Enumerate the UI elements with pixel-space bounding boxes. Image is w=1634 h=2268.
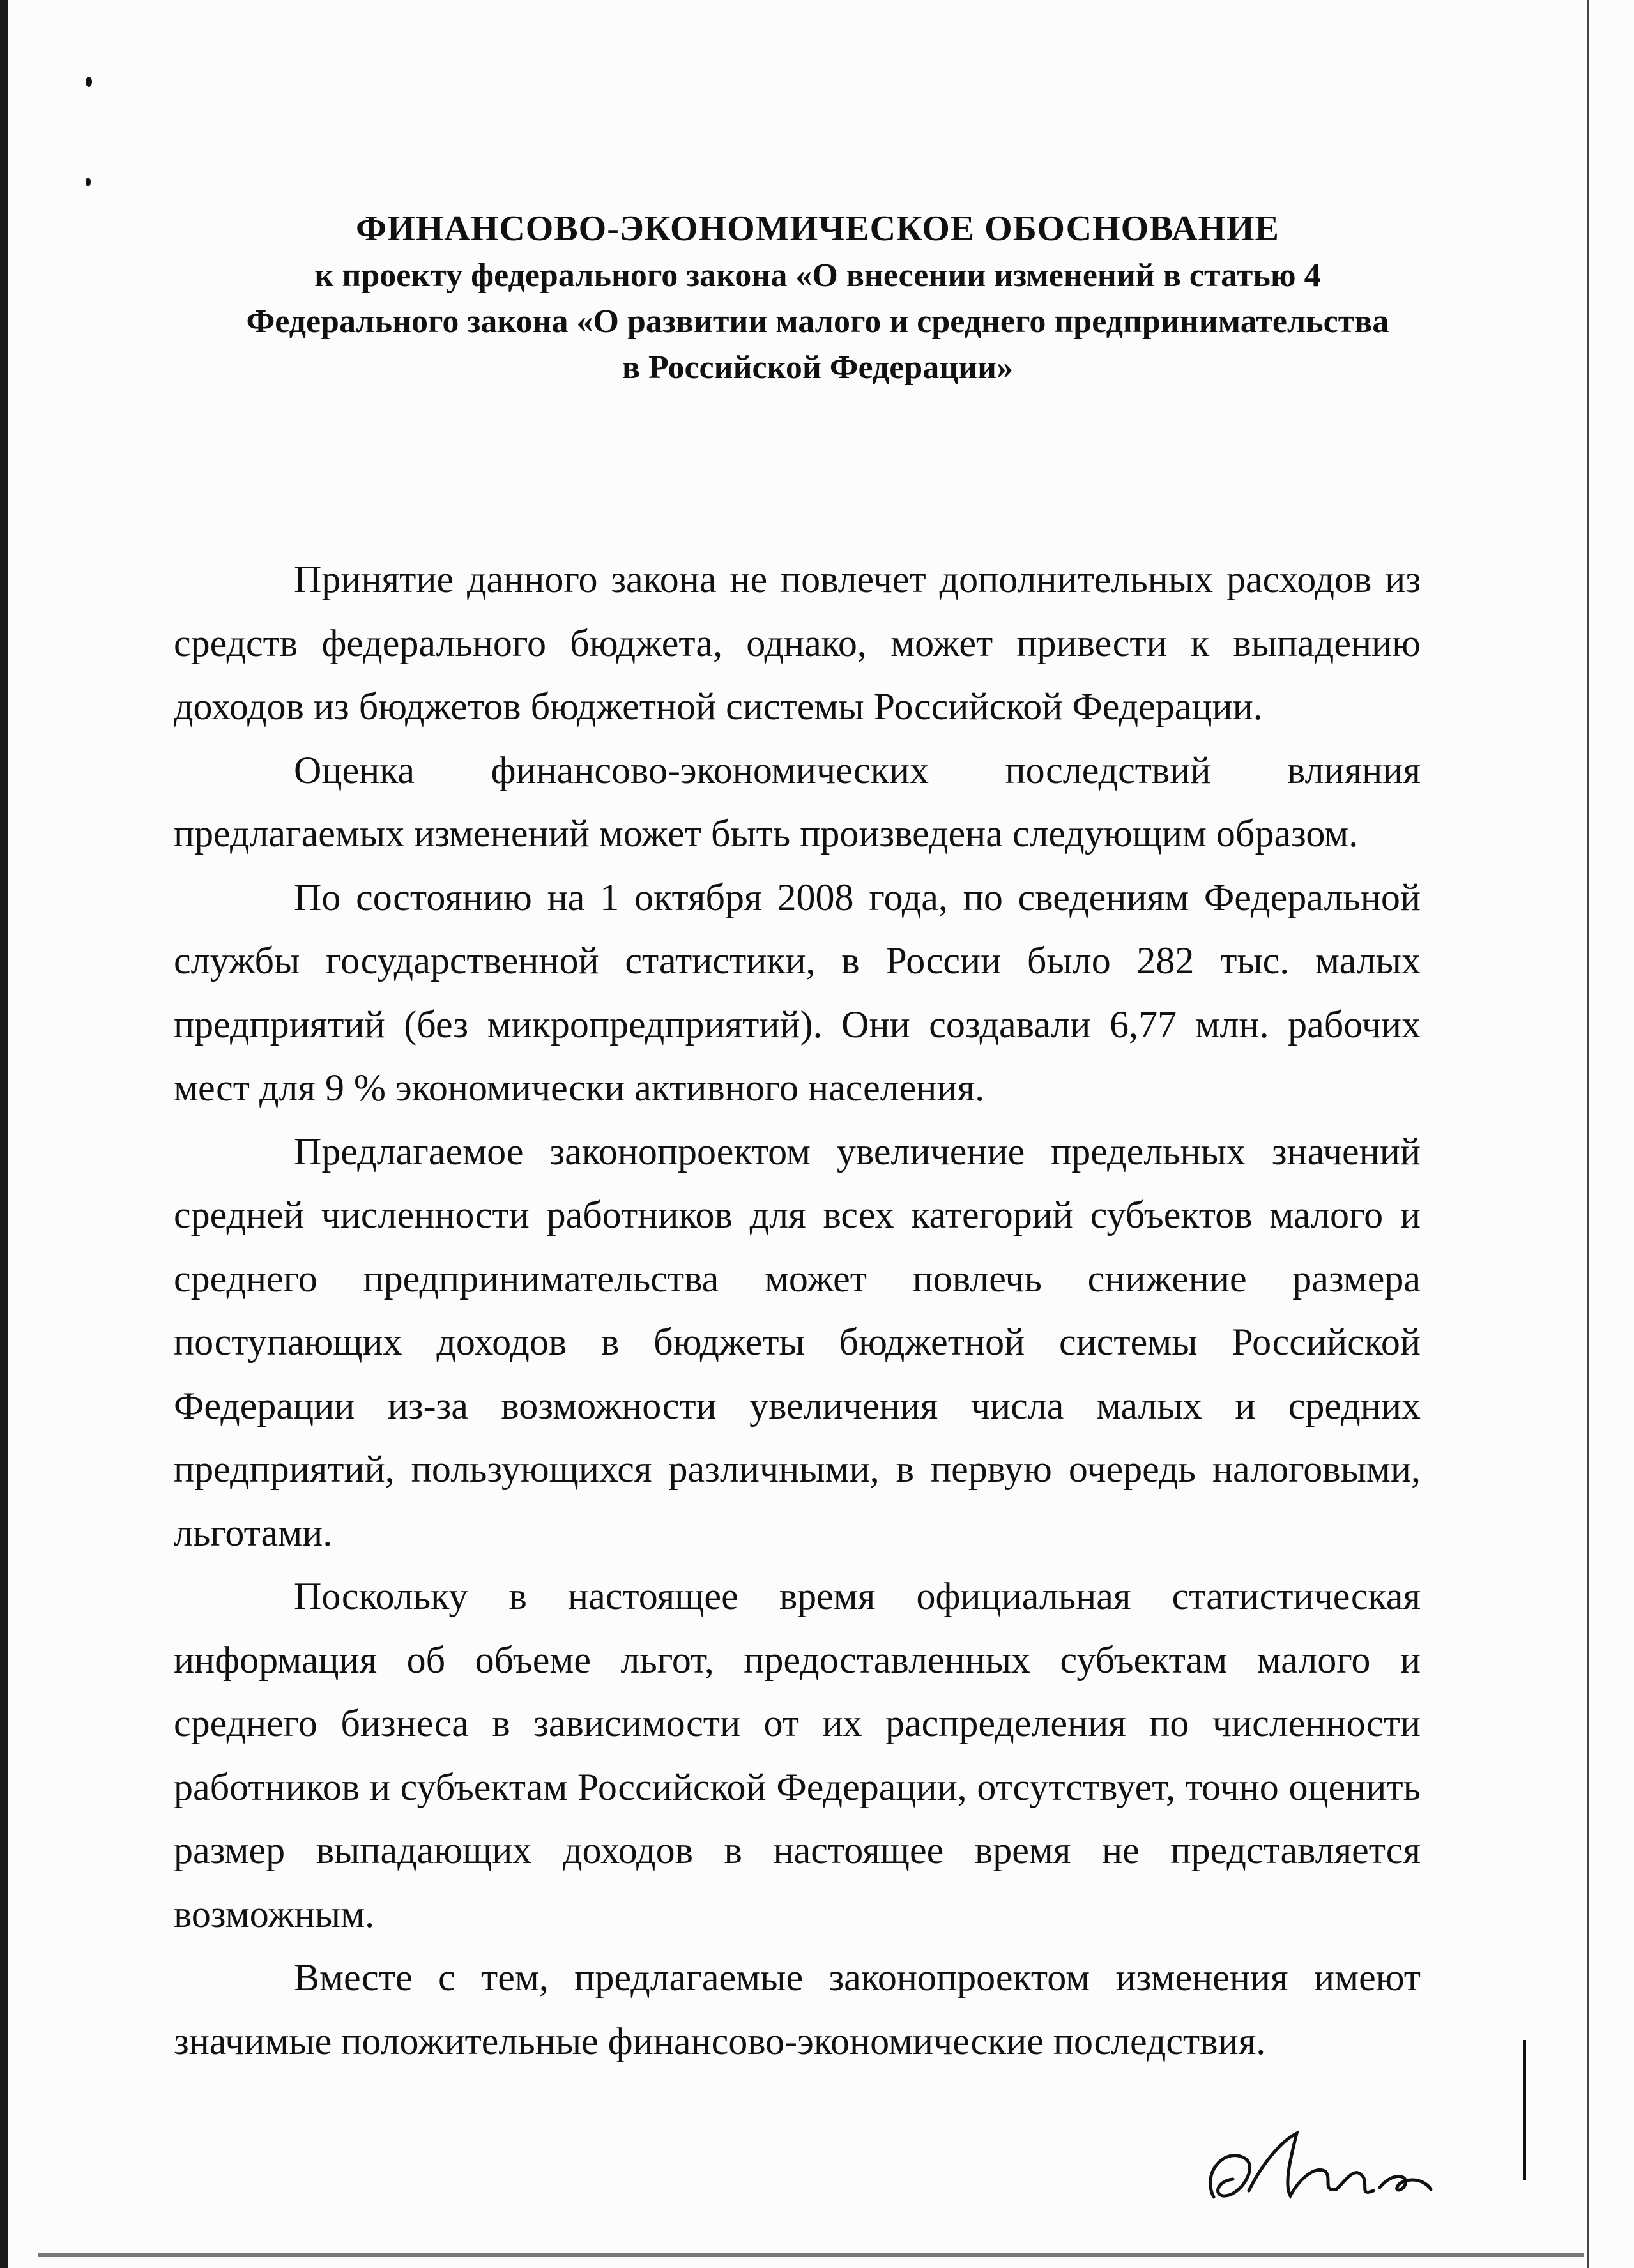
document-body [174,548,1421,2073]
document-subtitle-line-1: к проекту федерального закона «О внесении изменений в статью 4 [314,257,1321,294]
body-paragraph: Оценка финансово-экономических последствий влияния предлагаемых изменений может быть произведена следующим образом. [174,749,1421,855]
scan-speck [86,178,91,186]
document-title: ФИНАНСОВО-ЭКОНОМИЧЕСКОЕ ОБОСНОВАНИЕ [356,209,1279,248]
scan-bottom-edge [38,2253,1584,2257]
body-paragraph: Принятие данного закона не повлечет дополнительных расходов из средств федерального бюджета, однако, может привести к выпадению доходов из бюджетов бюджетной системы Российской Федерации. [174,558,1421,727]
margin-line [1523,2040,1526,2180]
scan-left-edge [0,0,8,2268]
document-header [160,204,1476,391]
body-paragraph: Поскольку в настоящее время официальная статистическая информация об объеме льгот, предоставленных субъектам малого и среднего бизнеса в зависимости от их распределения по численности работников и субъектам Российской Федерации, отсутствует, точно оценить размер выпадающих доходов в настоящее время не представляется возможным. [174,1575,1421,1935]
document-subtitle-line-3: в Российской Федерации» [622,349,1014,386]
scan-speck [86,77,92,87]
body-paragraph: По состоянию на 1 октября 2008 года, по сведениям Федеральной службы государственной статистики, в России было 282 тыс. малых предприятий (без микропредприятий). Они создавали 6,77 млн. рабочих мест для 9 % экономически активного населения. [174,876,1421,1109]
body-paragraph: Вместе с тем, предлагаемые законопроектом изменения имеют значимые положительные финансово-экономические последствия. [174,1956,1421,2062]
handwritten-signature-icon [1188,2120,1456,2223]
body-paragraph: Предлагаемое законопроектом увеличение предельных значений средней численности работников для всех категорий субъектов малого и среднего предпринимательства может повлечь снижение размера поступающих доходов в бюджеты бюджетной системы Российской Федерации из-за возможности увеличения числа малых и средних предприятий, пользующихся различными, в первую очередь налоговыми, льготами. [174,1130,1421,1554]
scan-right-edge [1587,0,1589,2268]
document-subtitle-line-2: Федерального закона «О развитии малого и среднего предпринимательства [246,303,1389,340]
